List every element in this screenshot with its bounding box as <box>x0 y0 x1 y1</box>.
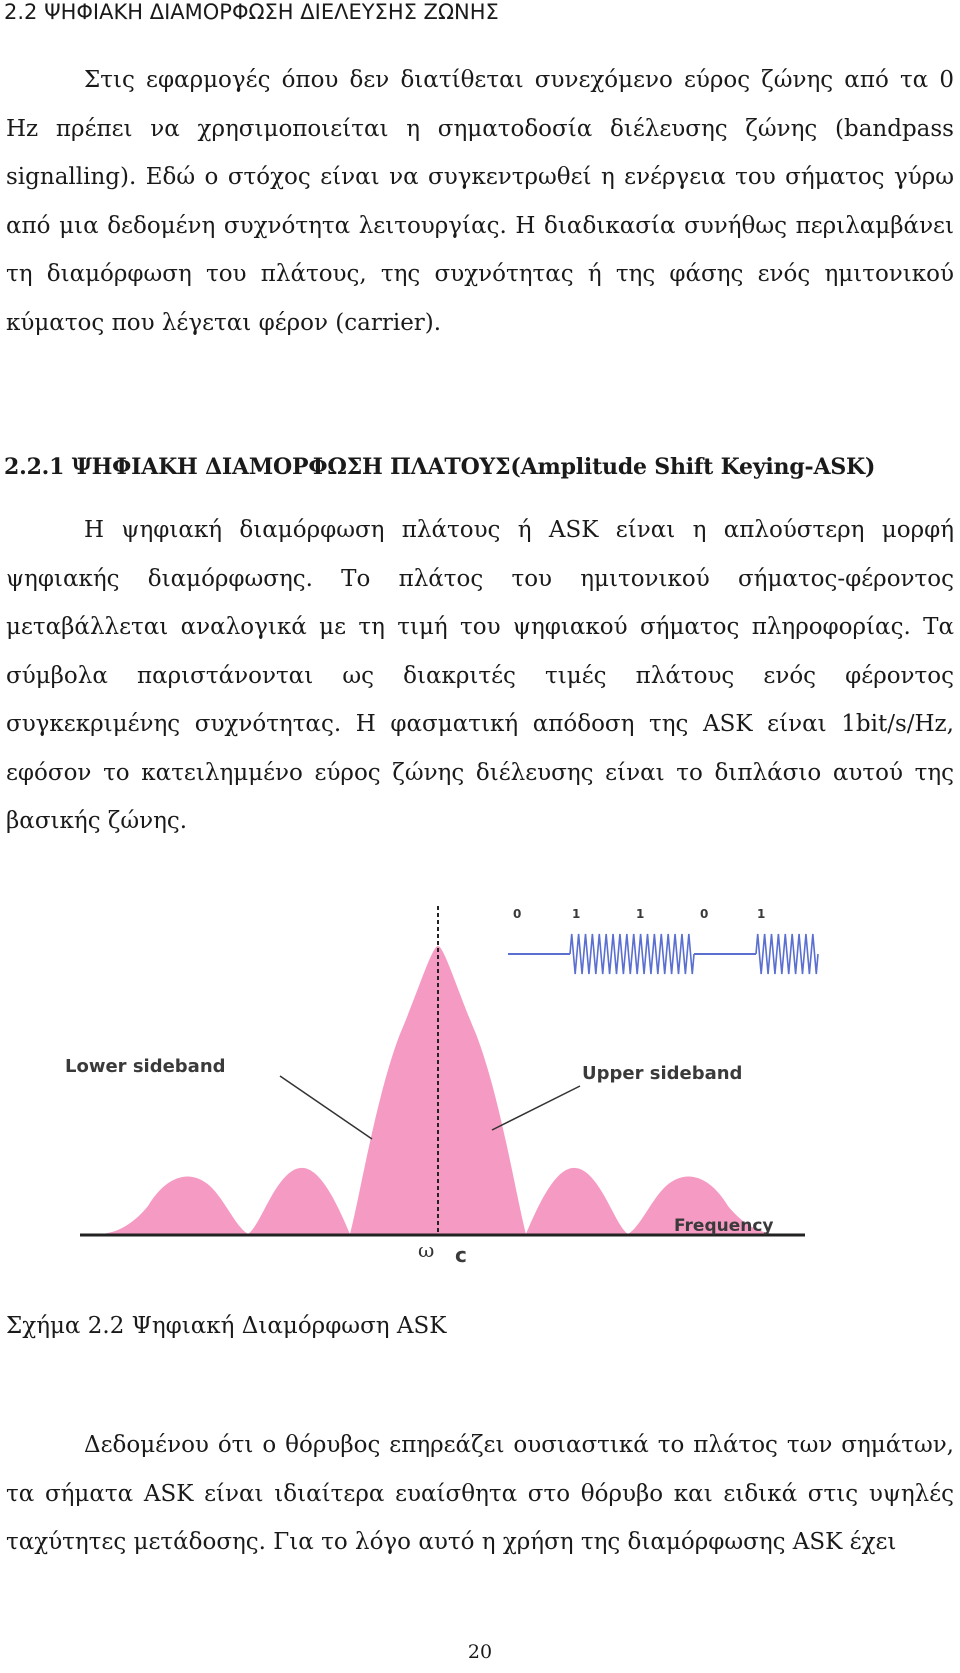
section-heading: 2.2 ΨΗΦΙΑΚΗ ΔΙΑΜΟΡΦΩΣΗ ΔΙΕΛΕΥΣΗΣ ΖΩΝΗΣ <box>4 0 499 24</box>
carrier-subscript-label: c <box>455 1243 467 1267</box>
bit-label-3: 0 <box>700 907 709 921</box>
bit-label-1: 1 <box>572 907 581 921</box>
paragraph-noise-sensitivity: Δεδομένου ότι ο θόρυβος επηρεάζει ουσιαστικά το πλάτος των σημάτων, τα σήματα ASK είναι ιδιαίτερα ευαίσθητα στο θόρυβο και ειδικά στις υψηλές ταχύτητες μετάδοσης. Για το λόγο αυτό η χρήση της διαμόρφωσης ASK έχει <box>6 1432 954 1555</box>
waveform-on-burst <box>756 934 818 974</box>
carrier-symbol-label: ω <box>418 1238 435 1262</box>
paragraph-bandpass-intro: Στις εφαρμογές όπου δεν διατίθεται συνεχόμενο εύρος ζώνης από τα 0 Hz πρέπει να χρησιμοποιείται η σηματοδοσία διέλευσης ζώνης (bandpass signalling). Εδώ ο στόχος είναι να συγκεντρωθεί η ενέργεια του σήματος γύρω από μια δεδομένη συχνότητα λειτουργίας. Η διαδικασία συνήθως περιλαμβάνει τη διαμόρφωση του πλάτους, της συχνότητας ή της φάσης ενός ημιτονικού κύματος που λέγεται φέρον (carrier). <box>6 67 954 336</box>
paragraph-ask-description: Η ψηφιακή διαμόρφωση πλάτους ή ASK είναι η απλούστερη μορφή ψηφιακής διαμόρφωσης. Το πλάτος του ημιτονικού σήματος-φέροντος μεταβάλλεται αναλογικά με τη τιμή του ψηφιακού σήματος πληροφορίας. Τα σύμβολα παριστάνονται ως διακριτές τιμές πλάτους ενός φέροντος συγκεκριμένης συχνότητας. Η φασματική απόδοση της ASK είναι 1bit/s/Hz, εφόσον το κατειλημμένο εύρος ζώνης διέλευσης είναι το διπλάσιο αυτού της βασικής ζώνης. <box>6 517 954 834</box>
upper-sideband-label: Upper sideband <box>582 1063 743 1084</box>
figure-caption: Σχήμα 2.2 Ψηφιακή Διαμόρφωση ASK <box>6 1313 447 1339</box>
lower-sideband-pointer <box>280 1076 372 1139</box>
upper-sideband-pointer <box>492 1086 580 1130</box>
bit-label-0: 0 <box>513 907 522 921</box>
bit-label-4: 1 <box>757 907 766 921</box>
ask-spectrum-figure <box>60 896 900 1266</box>
page-number: 20 <box>467 1641 493 1663</box>
subsection-heading: 2.2.1 ΨΗΦΙΑΚΗ ΔΙΑΜΟΡΦΩΣΗ ΠΛΑΤΟΥΣ(Amplitude Shift Keying-ASK) <box>4 454 876 480</box>
waveform-on-burst <box>632 934 694 974</box>
bit-label-2: 1 <box>636 907 645 921</box>
lower-sideband-label: Lower sideband <box>65 1056 226 1077</box>
frequency-label: Frequency <box>674 1216 774 1236</box>
waveform-on-burst <box>570 934 632 974</box>
ask-waveform-inset <box>508 907 818 974</box>
